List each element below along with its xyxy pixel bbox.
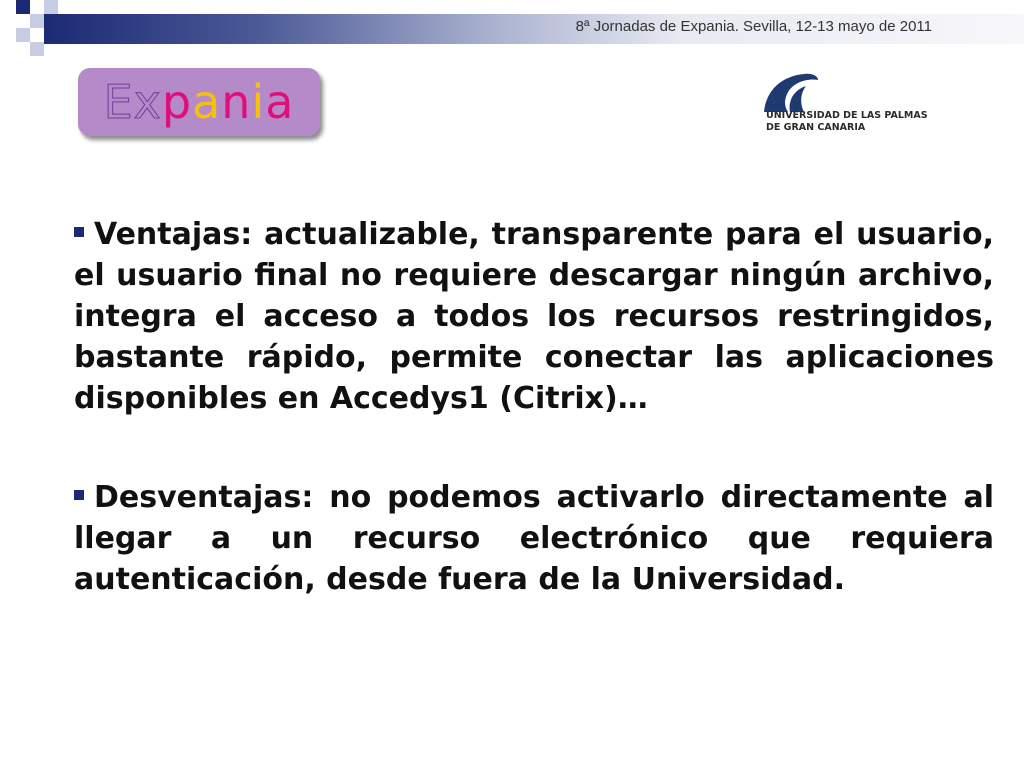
ulpgc-name	[766, 110, 928, 134]
ulpgc-logo	[760, 70, 928, 140]
paragraph-text: Desventajas: no podemos activarlo directamente al llegar a un recurso electrónico que requiera autenticación, desde fuera de la Universidad.	[74, 480, 994, 597]
paragraph-text: Ventajas: actualizable, transparente para el usuario, el usuario final no requiere descargar ningún archivo, integra el acceso a todos los recursos restringidos, bastante rápido, permite conectar las aplicaciones disponibles en Accedys1 (Citrix)…	[74, 217, 994, 416]
slide-content	[74, 214, 994, 600]
deco-square	[30, 42, 44, 56]
ulpgc-emblem-icon	[760, 70, 820, 114]
bullet-paragraph	[74, 477, 994, 600]
expania-logo	[78, 68, 320, 136]
expania-logo-letter: a	[265, 75, 295, 129]
expania-logo-letter: n	[221, 75, 252, 129]
expania-logo-letter: x	[133, 75, 162, 129]
expania-logo-letter: a	[192, 75, 222, 129]
expania-logo-letter: E	[103, 75, 134, 129]
deco-square	[16, 28, 30, 42]
square-bullet-icon	[74, 227, 84, 237]
expania-logo-letter: i	[251, 75, 266, 129]
deco-square	[44, 0, 58, 14]
ulpgc-name-line2: DE GRAN CANARIA	[766, 122, 866, 133]
deco-square	[16, 0, 30, 14]
header-title: 8ª Jornadas de Expania. Sevilla, 12-13 mayo de 2011	[575, 18, 932, 35]
bullet-paragraph	[74, 214, 994, 419]
ulpgc-name-line1: UNIVERSIDAD DE LAS PALMAS	[766, 110, 928, 121]
square-bullet-icon	[74, 490, 84, 500]
expania-logo-letter: p	[161, 75, 193, 129]
deco-square	[30, 14, 44, 28]
